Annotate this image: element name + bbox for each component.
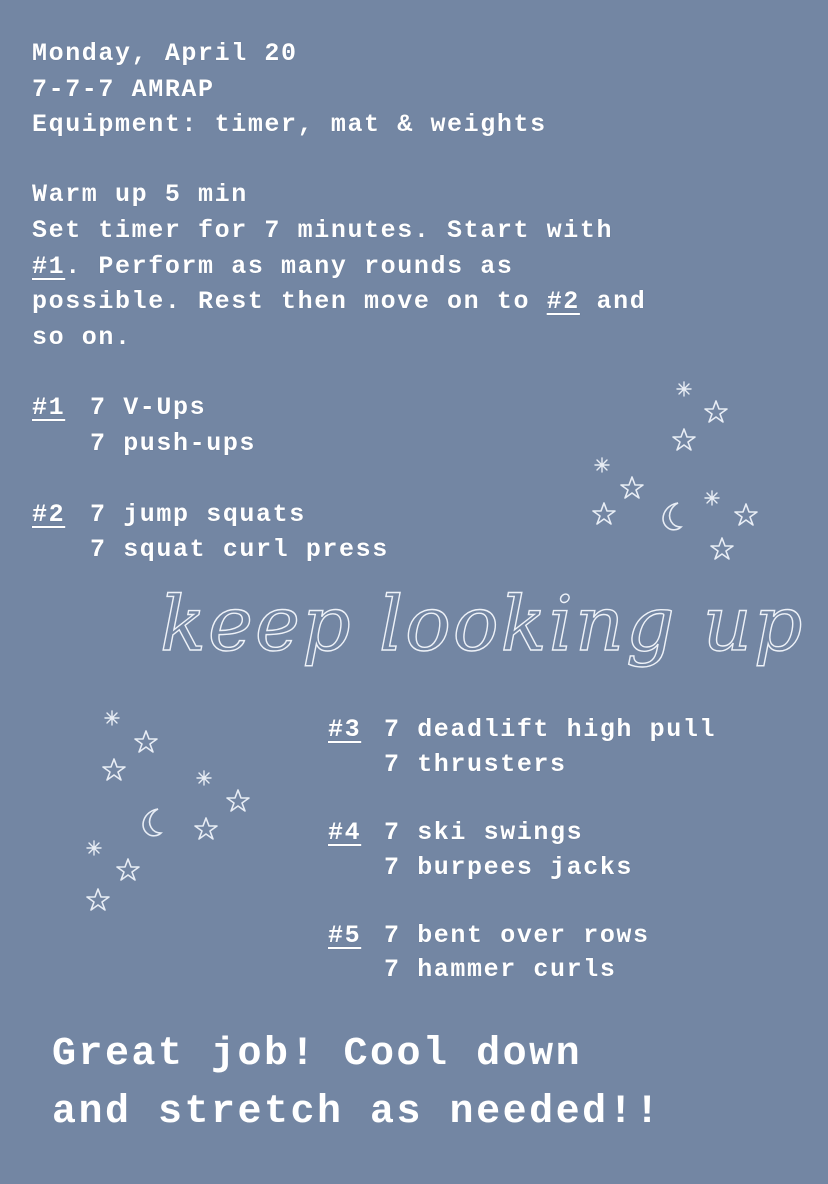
closing-line-1: Great job! Cool down — [52, 1032, 583, 1077]
set-1-exercise-b: 7 push-ups — [90, 429, 257, 458]
moon-icon — [143, 809, 161, 836]
set-4-exercise-a: 7 ski swings — [384, 818, 584, 847]
set-5-exercise-b: 7 hammer curls — [384, 955, 617, 984]
star-icon — [705, 491, 719, 505]
set-2-exercise-b: 7 squat curl press — [90, 535, 389, 564]
star-icon — [595, 458, 609, 472]
set-3-number: #3 — [328, 715, 362, 744]
star-icon — [227, 790, 249, 811]
star-icon — [677, 382, 691, 396]
date-heading: Monday, April 20 — [32, 39, 298, 68]
set-2-exercise-a: 7 jump squats — [90, 500, 306, 529]
set-3-exercise-a: 7 deadlift high pull — [384, 715, 717, 744]
moon-icon — [663, 503, 681, 530]
instruction-line-3-text: possible. Rest then move on to — [32, 287, 547, 316]
star-icon — [197, 771, 211, 785]
set-3-exercise-b: 7 thrusters — [384, 750, 567, 779]
star-icon — [105, 711, 119, 725]
star-icon — [103, 759, 125, 780]
star-icon — [735, 504, 757, 525]
star-icon — [593, 503, 615, 524]
set-2-number: #2 — [32, 500, 66, 529]
set-1-number: #1 — [32, 393, 66, 422]
set-ref-1: #1 — [32, 252, 66, 281]
star-icon — [117, 859, 139, 880]
instruction-line-4: so on. — [32, 323, 132, 352]
script-phrase: keep looking up — [160, 579, 805, 668]
star-icon — [711, 538, 733, 559]
equipment-line: Equipment: timer, mat & weights — [32, 110, 547, 139]
instruction-line-2-text: . Perform as many rounds as — [65, 252, 514, 281]
instruction-line-1: Set timer for 7 minutes. Start with — [32, 216, 614, 245]
star-icon — [87, 841, 101, 855]
star-icon — [195, 818, 217, 839]
star-icon — [135, 731, 157, 752]
set-5-exercise-a: 7 bent over rows — [384, 921, 650, 950]
set-1-exercise-a: 7 V-Ups — [90, 393, 207, 422]
workout-title: 7-7-7 AMRAP — [32, 75, 215, 104]
set-5-number: #5 — [328, 921, 362, 950]
star-icon — [705, 401, 727, 422]
star-icon — [673, 429, 695, 450]
set-4-exercise-b: 7 burpees jacks — [384, 853, 634, 882]
star-cluster-lower-left — [87, 711, 249, 910]
set-4-number: #4 — [328, 818, 362, 847]
closing-line-2: and stretch as needed!! — [52, 1090, 662, 1135]
set-ref-2: #2 — [546, 287, 580, 316]
warmup-line: Warm up 5 min — [32, 180, 248, 209]
star-cluster-upper-right — [593, 382, 757, 559]
star-icon — [621, 477, 643, 498]
star-icon — [87, 889, 109, 910]
instruction-line-3-end: and — [579, 287, 647, 316]
